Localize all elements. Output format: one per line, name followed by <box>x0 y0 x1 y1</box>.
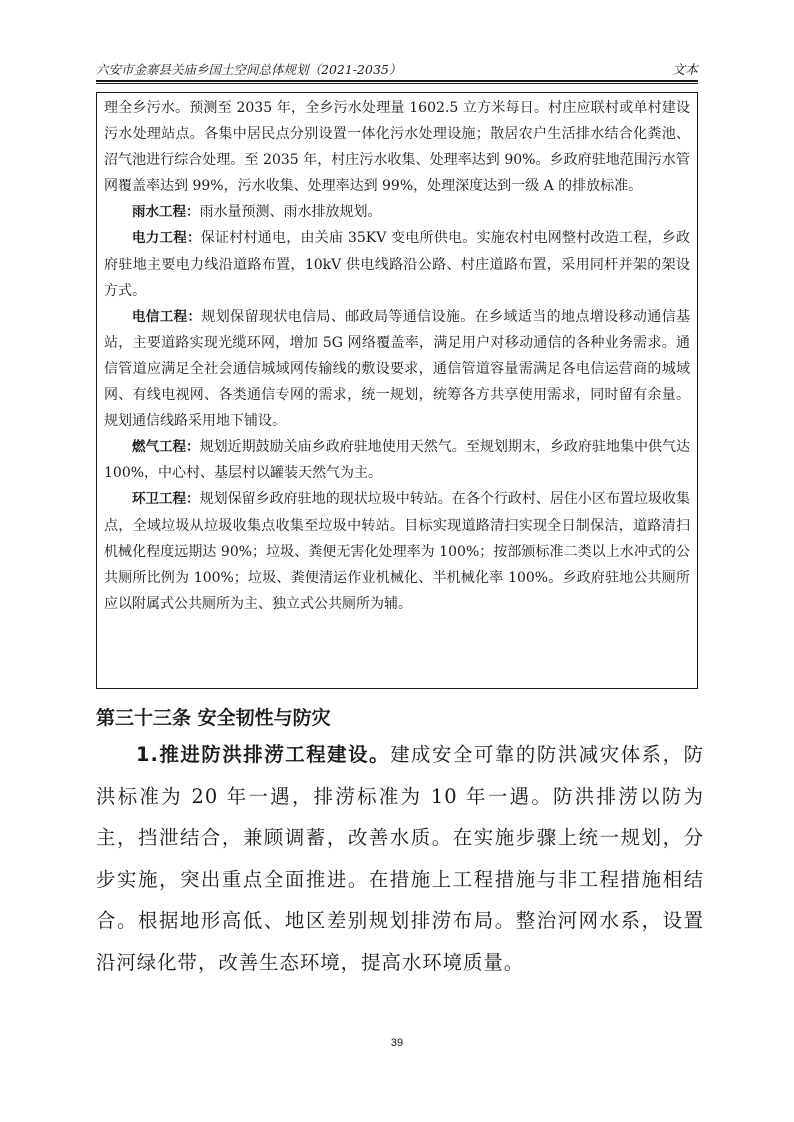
section-heading: 第三十三条 安全韧性与防灾 <box>96 707 331 729</box>
gas-text: 规划近期鼓励关庙乡政府驻地使用天然气。至规划期末，乡政府驻地集中供气达 100%，中心村、基层村以罐装天然气为主。 <box>104 439 691 482</box>
power-term: 电力工程： <box>132 230 201 247</box>
telecom-text: 规划保留现状电信局、邮政局等通信设施。在乡域适当的地点增设移动通信基站，主要道路实现光缆环网，增加 5G 网络覆盖率，满足用户对移动通信的各种业务需求。通信管道应满足全社会通信城域网传输线的敷设要求，通信管道容量需满足各电信运营商的城域网、有线电视网、各类通信专网的需求，统一规划，统筹各方共享使用需求，同时留有余量。规划通信线路采用地下铺设。 <box>104 308 691 430</box>
page-number: 39 <box>390 1037 404 1049</box>
flood-control-lead: 1.推进防洪排涝工程建设。 <box>136 743 391 766</box>
rainwater-term: 雨水工程： <box>132 204 200 221</box>
sanitation-text: 规划保留乡政府驻地的现状垃圾中转站。在各个行政村、居住小区布置垃圾收集点，全域垃圾从垃圾收集点收集至垃圾中转站。目标实现道路清扫实现全日制保洁，道路清扫机械化程度远期达 90%；垃圾、粪便无害化处理率为 100%；按部颁标准二类以上水冲式的公共厕所比例为 100%；垃圾、粪便清运作业机械化、半机械化率 100%。乡政府驻地公共厕所应以附属式公共厕所为主、独立式公共厕所为辅。 <box>104 491 691 612</box>
gas-term: 燃气工程： <box>132 439 200 456</box>
document-title: 六安市金寨县关庙乡国土空间总体规划（2021-2035） <box>96 62 402 77</box>
gas-paragraph <box>104 434 690 486</box>
sanitation-paragraph <box>104 486 690 616</box>
flood-control-text: 建成安全可靠的防洪减灾体系，防洪标准为 20 年一遇，排涝标准为 10 年一遇。防洪排涝以防为主，挡泄结合，兼顾调蓄，改善水质。在实施步骤上统一规划，分步实施，突出重点全面推进。在措施上工程措施与非工程措施相结合。根据地形高低、地区差别规划排涝布局。整治河网水系，设置沿河绿化带，改善生态环境，提高水环境质量。 <box>96 743 705 974</box>
power-paragraph <box>104 225 690 303</box>
bordered-text-box <box>96 92 698 689</box>
header-rule-thick <box>96 80 698 82</box>
header-rule-thin <box>96 83 698 84</box>
sanitation-term: 环卫工程： <box>132 491 200 508</box>
telecom-paragraph <box>104 304 690 434</box>
flood-control-paragraph <box>96 734 704 983</box>
telecom-term: 电信工程： <box>132 308 202 325</box>
rainwater-paragraph <box>104 199 690 225</box>
document-type-label: 文本 <box>671 63 698 78</box>
sewage-paragraph: 理全乡污水。预测至 2035 年，全乡污水处理量 1602.5 立方米每日。村庄应联村或单村建设污水处理站点。各集中居民点分别设置一体化污水处理设施；散居农户生活排水结合化粪池、沼气池进行综合处理。至 2035 年，村庄污水收集、处理率达到 90%。乡政府驻地范围污水管网覆盖率达到 99%，污水收集、处理率达到 99%，处理深度达到一级 A 的排放标准。 <box>104 100 690 195</box>
power-text: 保证村村通电，由关庙 35KV 变电所供电。实施农村电网整村改造工程，乡政府驻地主要电力线沿道路布置，10kV 供电线路沿公路、村庄道路布置，采用同杆并架的架设方式。 <box>104 230 690 299</box>
rainwater-text: 雨水量预测、雨水排放规划。 <box>199 204 382 221</box>
page-header <box>96 58 698 82</box>
